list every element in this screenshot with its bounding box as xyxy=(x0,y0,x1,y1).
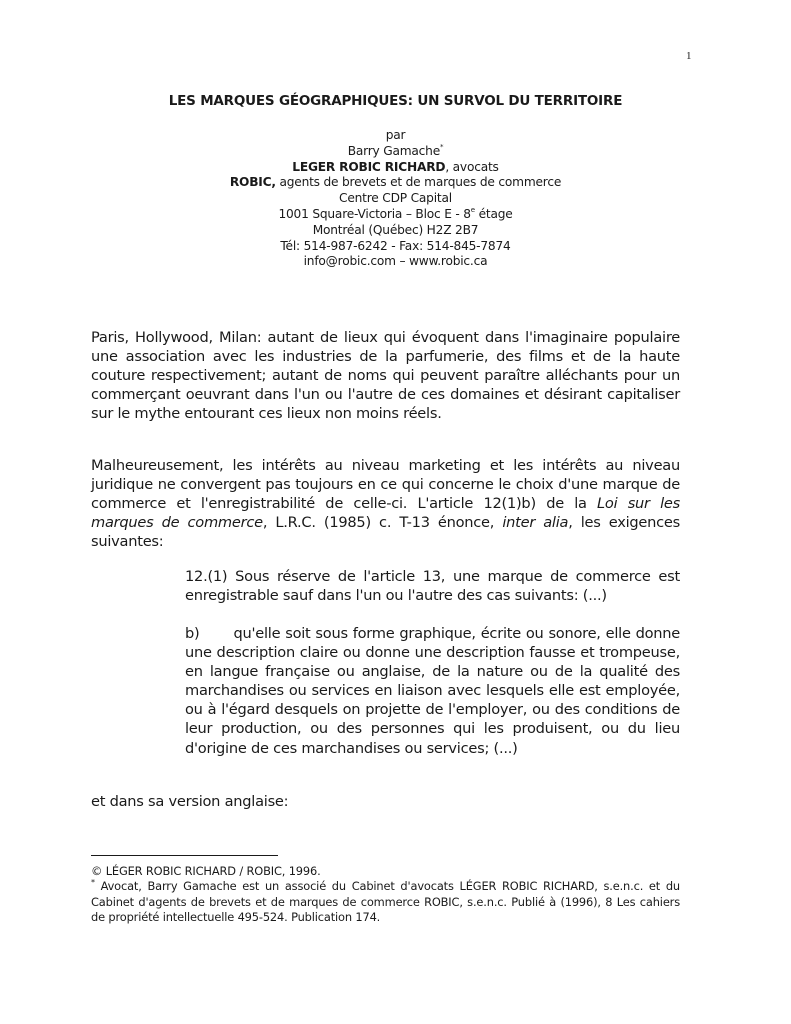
paragraph-legal-text-c: , les exigences suivantes: xyxy=(91,514,680,551)
author-footnote xyxy=(91,879,680,925)
paragraph-legal-context xyxy=(91,456,680,551)
agency-role: agents de brevets et de marques de commerce xyxy=(275,175,562,190)
footnotes xyxy=(91,864,680,925)
document-title: LES MARQUES GÉOGRAPHIQUES: UN SURVOL DU TERRITOIRE xyxy=(168,93,623,109)
author-block xyxy=(0,128,791,270)
firm-name: LEGER ROBIC RICHARD xyxy=(292,159,446,174)
copyright-notice: © LÉGER ROBIC RICHARD / ROBIC, 1996. xyxy=(91,864,321,878)
by-line: par xyxy=(385,128,406,142)
floor-text: étage xyxy=(474,206,513,221)
paragraph-legal-text-a: Malheureusement, les intérêts au niveau marketing et les intérêts au niveau juridique ne convergent pas toujours en ce qui concerne le choix d'une marque de commerce et l'enregistrabilité de celle-ci. L'article 12(1)b) de la xyxy=(91,457,680,513)
footnote-mark: * xyxy=(91,878,95,888)
agency-name: ROBIC, xyxy=(229,175,276,190)
city-line: Montréal (Québec) H2Z 2B7 xyxy=(312,222,479,237)
footnote-divider xyxy=(91,855,278,856)
quoted-article-b-text: qu'elle soit sous forme graphique, écrite ou sonore, elle donne une description claire ou donne une description fausse et trompeuse, en langue française ou anglaise, de la nature ou de la qualité des marchandises ou services en liaison avec lesquels elle est employée, ou à l'égard desquels on projette de l'employer, ou des conditions de leur production, ou des personnes qui les produisent, ou du lieu d'origine de ces marchandises ou services; (...) xyxy=(185,625,680,757)
law-title: Loi sur les marques de commerce xyxy=(91,495,680,532)
quoted-article-b xyxy=(185,624,680,758)
quoted-article-label: b) xyxy=(185,625,200,642)
author-footnote-mark: * xyxy=(440,142,444,151)
paragraph-intro: Paris, Hollywood, Milan: autant de lieux qui évoquent dans l'imaginaire populaire une association avec les industries de la parfumerie, des films et de la haute couture respectivement; autant de noms qui peuvent paraître alléchants pour un commerçant oeuvrant dans l'un ou l'autre de ces domaines et désirant capitaliser sur le mythe entourant ces lieux non moins réels. xyxy=(91,329,680,423)
author-name: Barry Gamache xyxy=(347,143,440,158)
firm-line xyxy=(0,160,791,176)
quoted-article-intro: 12.(1) Sous réserve de l'article 13, une marque de commerce est enregistrable sauf dans l'un ou l'autre des cas suivants: (...) xyxy=(185,568,680,605)
page-number: 1 xyxy=(686,50,692,62)
paragraph-legal-text-b: , L.R.C. (1985) c. T-13 énonce, xyxy=(262,514,503,532)
agency-line xyxy=(0,175,791,191)
author-line xyxy=(0,144,791,160)
firm-role: , avocats xyxy=(445,159,499,174)
contact-line: info@robic.com – www.robic.ca xyxy=(303,254,488,269)
street-text: 1001 Square-Victoria – Bloc E - 8 xyxy=(278,206,471,221)
floor-superscript: e xyxy=(470,205,475,214)
paragraph-english-version: et dans sa version anglaise: xyxy=(91,793,289,810)
footnote-text: Avocat, Barry Gamache est un associé du Cabinet d'avocats LÉGER ROBIC RICHARD, s.e.n.c. et du Cabinet d'agents de brevets et de marques de commerce ROBIC, s.e.n.c. Publié à (1996), 8 Les cahiers de propriété intellectuelle 495-524. Publication 174. xyxy=(91,879,680,924)
latin-phrase: inter alia xyxy=(502,514,569,532)
phone-fax-line: Tél: 514-987-6242 - Fax: 514-845-7874 xyxy=(280,238,511,253)
building-line: Centre CDP Capital xyxy=(339,191,452,206)
street-line xyxy=(0,207,791,223)
